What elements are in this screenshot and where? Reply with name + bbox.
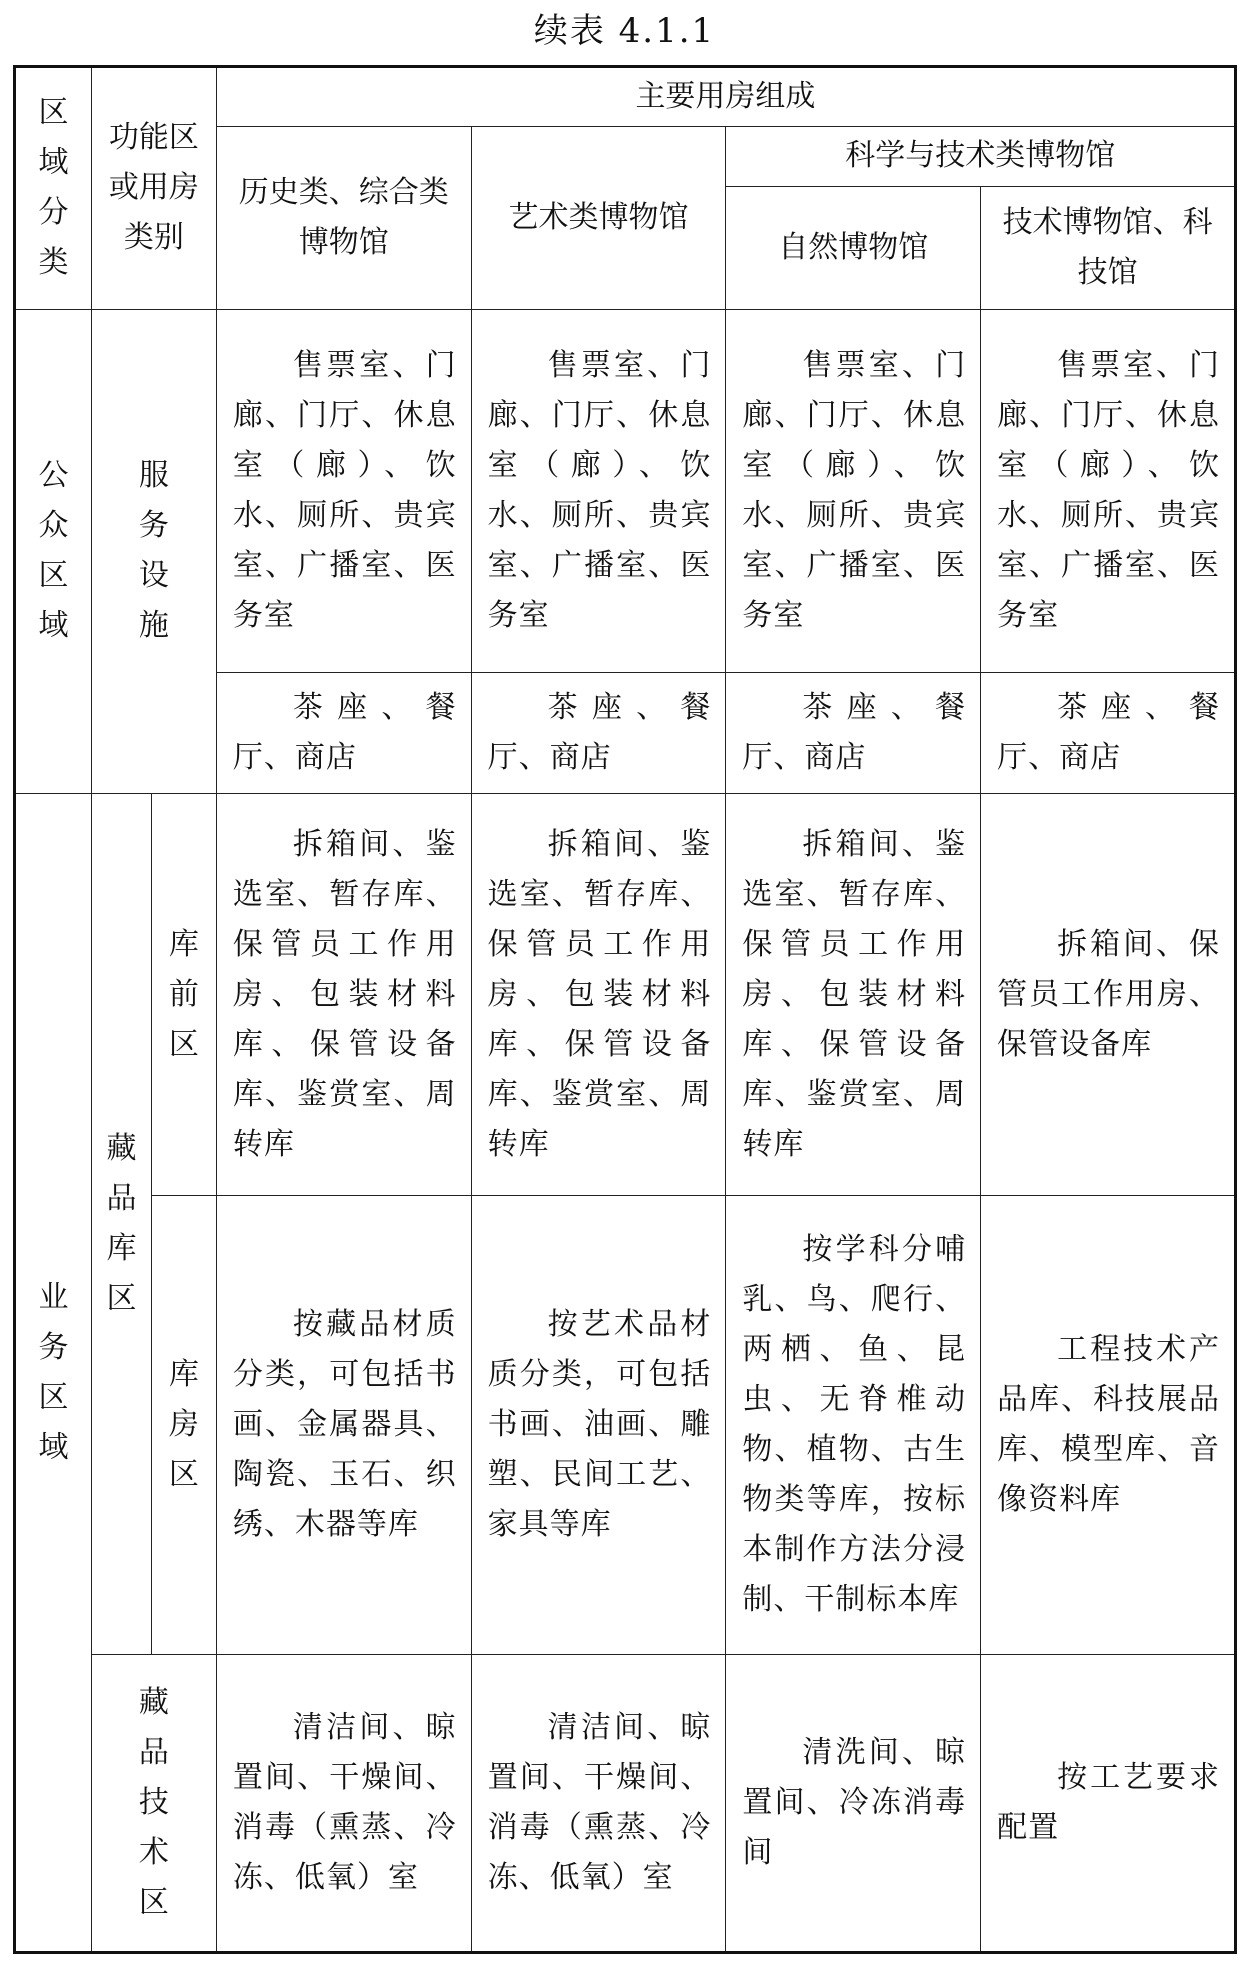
header-function-category: 功能区或用房类别	[91, 67, 216, 310]
header-science-tech-museum: 科学与技术类博物馆	[726, 126, 1236, 187]
header-nature-museum: 自然博物馆	[726, 187, 981, 310]
cell-service-history: 售票室、门廊、门厅、休息室（廊）、饮水、厕所、贵宾室、广播室、医务室	[216, 309, 471, 672]
cell-catering-art: 茶座、餐厅、商店	[471, 672, 726, 793]
cell-catering-history: 茶座、餐厅、商店	[216, 672, 471, 793]
table-caption: 续表 4.1.1	[533, 11, 716, 51]
header-art-museum: 艺术类博物馆	[471, 126, 726, 309]
region-business: 业务区域	[15, 794, 92, 1953]
cell-tech-nature: 清洗间、晾置间、冷冻消毒间	[726, 1655, 981, 1953]
category-collection-storage: 藏品库区	[91, 794, 151, 1655]
cell-store-tech: 工程技术产品库、科技展品库、模型库、音像资料库	[981, 1196, 1236, 1655]
cell-tech-history: 清洁间、晾置间、干燥间、消毒（熏蒸、冷冻、低氧）室	[216, 1655, 471, 1953]
cell-pre-history: 拆箱间、鉴选室、暂存库、保管员工作用房、包装材料库、保管设备库、鉴赏室、周转库	[216, 794, 471, 1196]
room-composition-table	[13, 65, 1237, 1954]
header-main-rooms: 主要用房组成	[216, 67, 1235, 127]
category-collection-technical: 藏品技术区	[91, 1655, 216, 1953]
cell-catering-nature: 茶座、餐厅、商店	[726, 672, 981, 793]
category-service-facilities: 服务设施	[91, 309, 216, 793]
cell-tech-tech: 按工艺要求配置	[981, 1655, 1236, 1953]
header-region-category: 区域分类	[15, 67, 92, 310]
cell-service-tech: 售票室、门廊、门厅、休息室（廊）、饮水、厕所、贵宾室、广播室、医务室	[981, 309, 1236, 672]
cell-service-art: 售票室、门廊、门厅、休息室（廊）、饮水、厕所、贵宾室、广播室、医务室	[471, 309, 726, 672]
subcategory-storeroom: 库房区	[151, 1196, 216, 1655]
cell-store-history: 按藏品材质分类，可包括书画、金属器具、陶瓷、玉石、织绣、木器等库	[216, 1196, 471, 1655]
region-public: 公众区域	[15, 309, 92, 793]
cell-pre-tech: 拆箱间、保管员工作用房、保管设备库	[981, 794, 1236, 1196]
cell-service-nature: 售票室、门廊、门厅、休息室（廊）、饮水、厕所、贵宾室、广播室、医务室	[726, 309, 981, 672]
cell-pre-art: 拆箱间、鉴选室、暂存库、保管员工作用房、包装材料库、保管设备库、鉴赏室、周转库	[471, 794, 726, 1196]
header-history-museum: 历史类、综合类博物馆	[216, 126, 471, 309]
cell-store-art: 按艺术品材质分类，可包括书画、油画、雕塑、民间工艺、家具等库	[471, 1196, 726, 1655]
header-tech-museum: 技术博物馆、科技馆	[981, 187, 1236, 310]
cell-tech-art: 清洁间、晾置间、干燥间、消毒（熏蒸、冷冻、低氧）室	[471, 1655, 726, 1953]
cell-catering-tech: 茶座、餐厅、商店	[981, 672, 1236, 793]
subcategory-pre-storage: 库前区	[151, 794, 216, 1196]
cell-pre-nature: 拆箱间、鉴选室、暂存库、保管员工作用房、包装材料库、保管设备库、鉴赏室、周转库	[726, 794, 981, 1196]
cell-store-nature: 按学科分哺乳、鸟、爬行、两栖、鱼、昆虫、无脊椎动物、植物、古生物类等库，按标本制作方法分浸制、干制标本库	[726, 1196, 981, 1655]
